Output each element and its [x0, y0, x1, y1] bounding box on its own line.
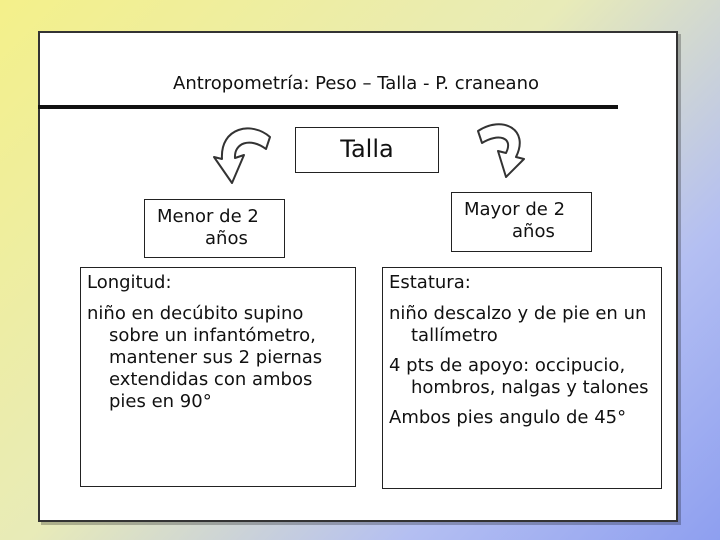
- age-under-2-line1: Menor de 2: [157, 206, 259, 227]
- age-over-2-line1: Mayor de 2: [464, 199, 566, 220]
- talla-label: Talla: [340, 135, 394, 163]
- title-divider: [38, 105, 618, 109]
- talla-box: [295, 127, 439, 173]
- longitud-detail-box: [80, 267, 356, 487]
- age-under-2-line2: años: [205, 228, 248, 249]
- age-box-over-2: [451, 192, 592, 252]
- curved-arrow-right-icon: [472, 119, 536, 181]
- age-text-under-2: [145, 200, 284, 250]
- longitud-paragraph: niño en decúbito supino sobre un infantómetro, mantener sus 2 piernas extendidas con ambos pies en 90°: [87, 303, 323, 412]
- curved-arrow-left-icon: [208, 123, 280, 189]
- estatura-paragraph-2: 4 pts de apoyo: occipucio, hombros, nalgas y talones: [389, 355, 649, 398]
- slide-title: Antropometría: Peso – Talla - P. craneano: [173, 73, 540, 94]
- age-box-under-2: [144, 199, 285, 258]
- slide: [38, 31, 678, 522]
- age-text-over-2: [452, 193, 591, 243]
- estatura-heading: Estatura:: [389, 272, 471, 293]
- longitud-heading: Longitud:: [87, 272, 172, 293]
- estatura-paragraph-3: Ambos pies angulo de 45°: [389, 407, 627, 428]
- age-over-2-line2: años: [512, 221, 555, 242]
- estatura-paragraph-1: niño descalzo y de pie en un tallímetro: [389, 303, 647, 346]
- estatura-detail-box: [382, 267, 662, 489]
